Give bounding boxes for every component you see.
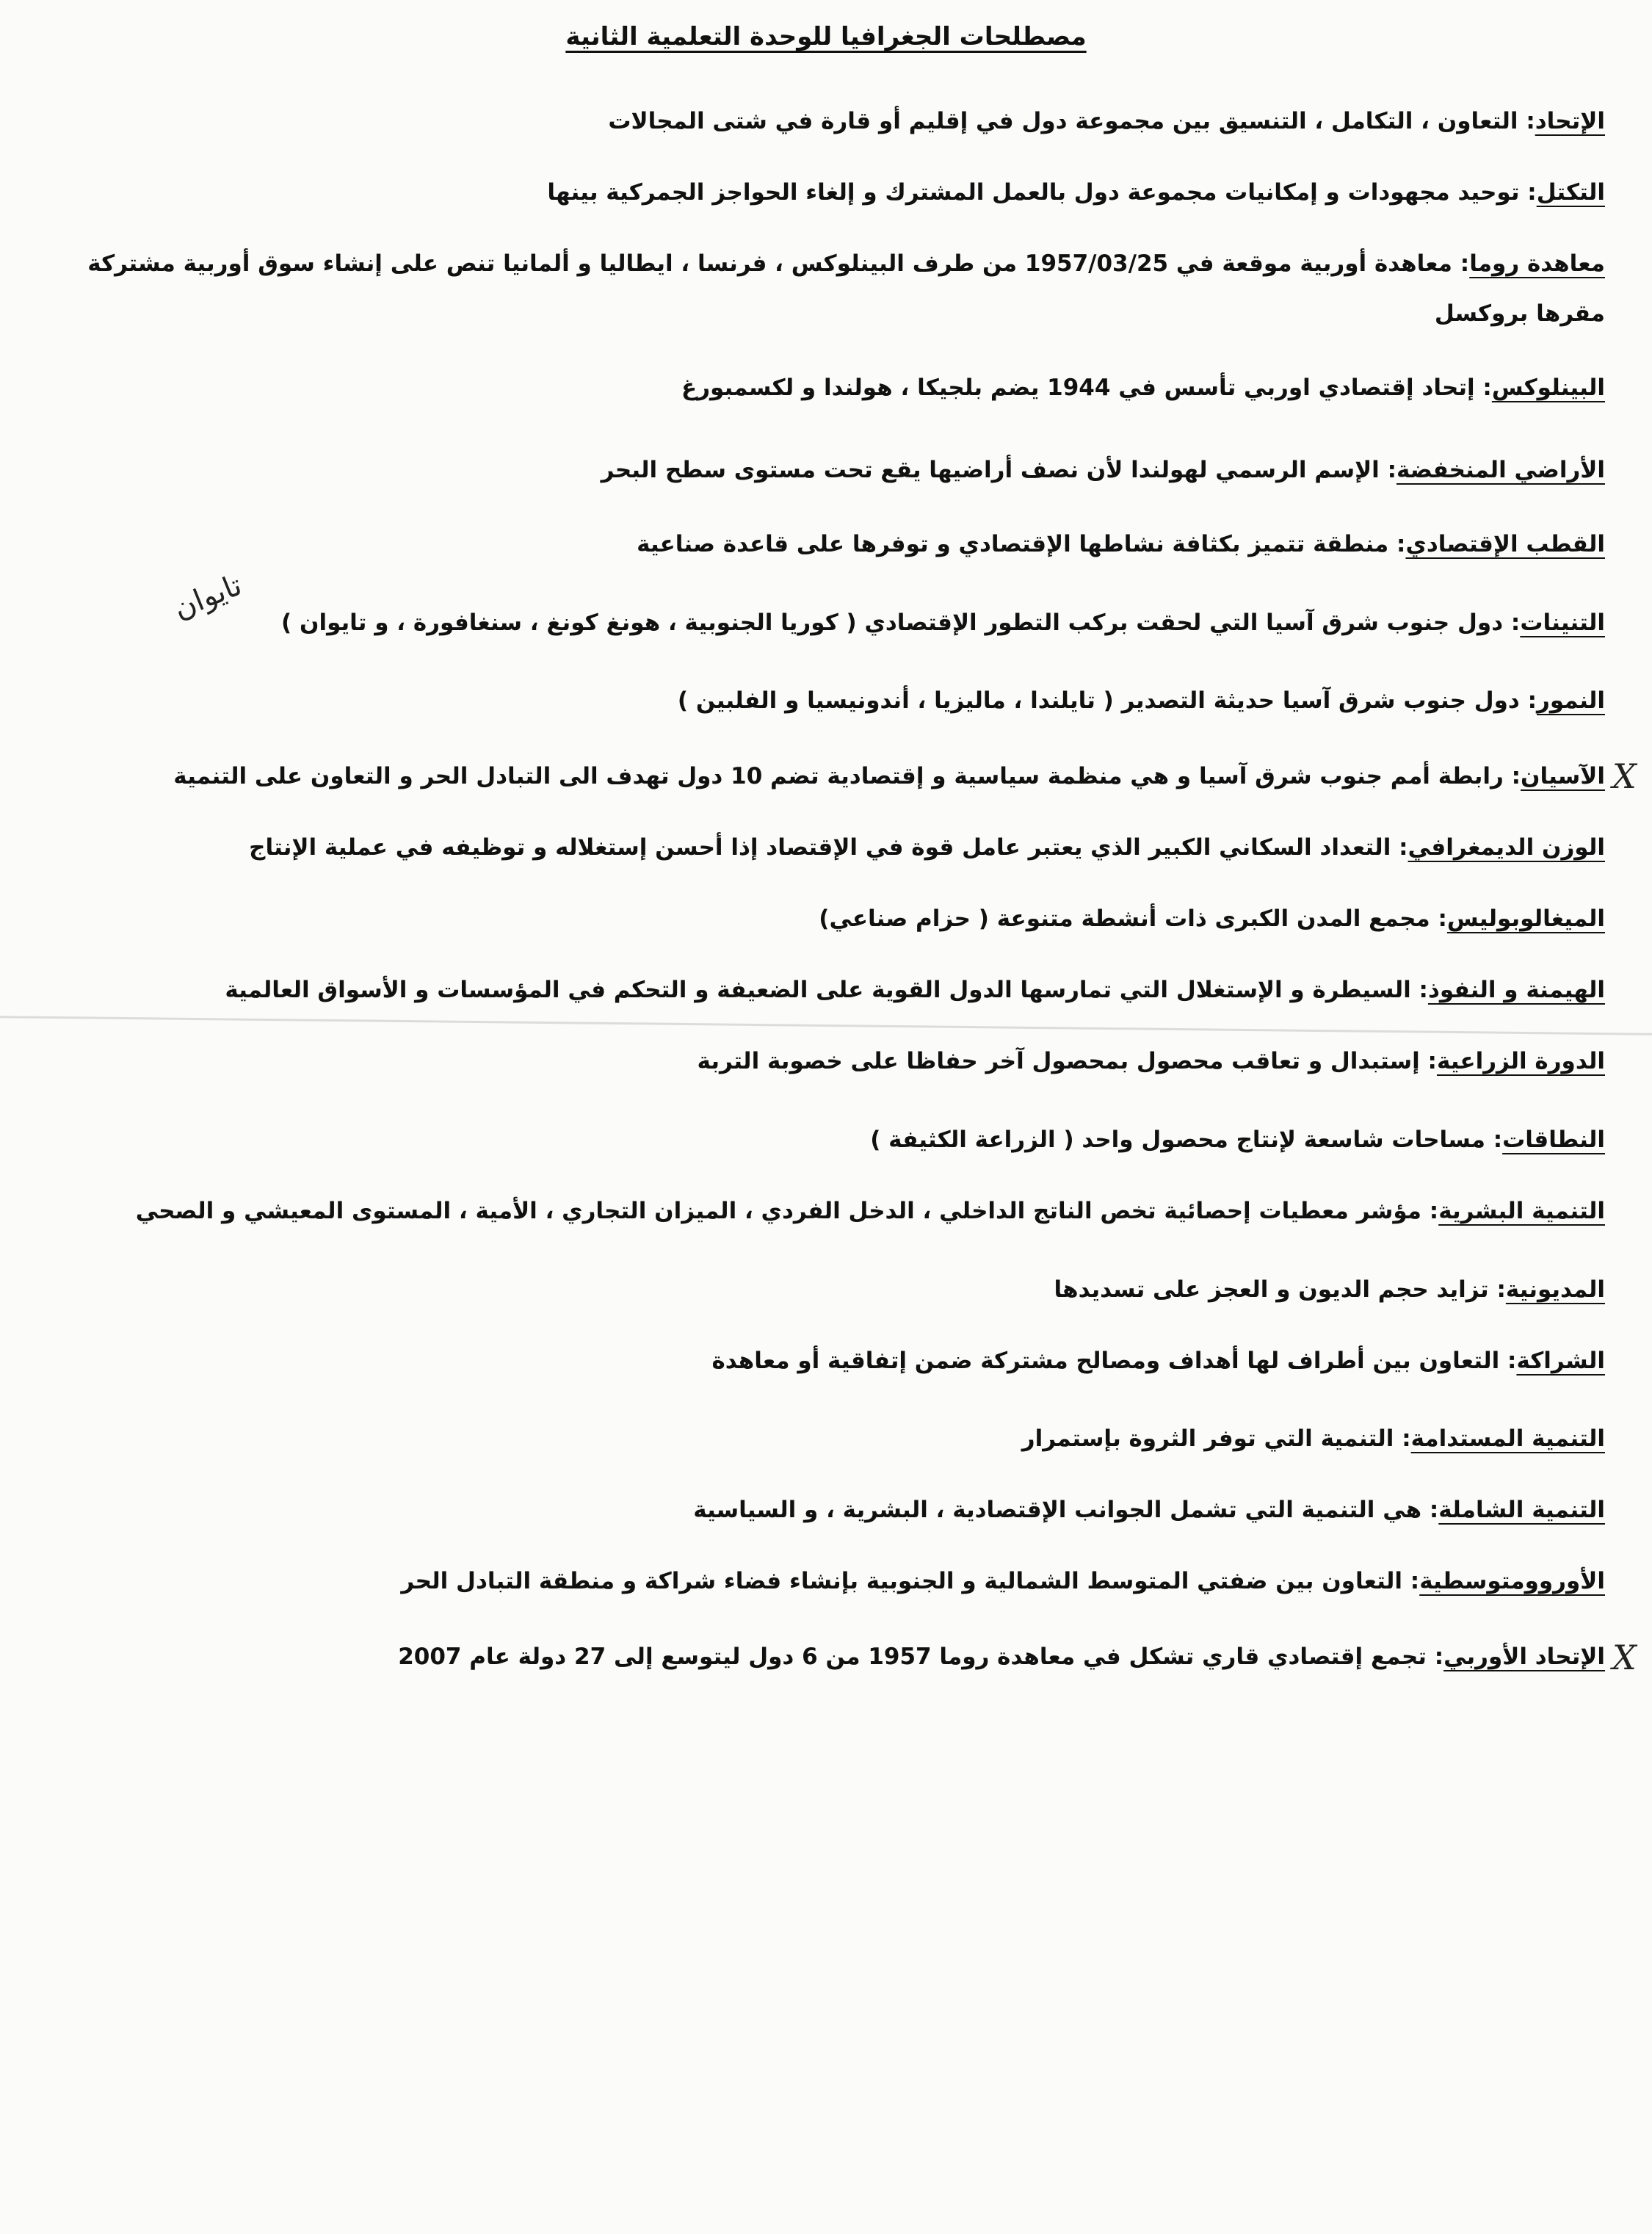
glossary-entry	[712, 1345, 1606, 1377]
glossary-entry	[608, 105, 1605, 137]
colon-separator: :	[1518, 108, 1535, 134]
entry-definition: تزايد حجم الديون و العجز على تسديدها	[1054, 1276, 1489, 1303]
entry-continuation: مقرها بروكسل	[1434, 300, 1605, 327]
entry-definition: التعاون ، التكامل ، التنسيق بين مجموعة دول في إقليم أو قارة في شتى المجالات	[608, 108, 1518, 134]
glossary-entry	[398, 1641, 1605, 1673]
colon-separator: :	[1421, 1497, 1439, 1523]
colon-separator: :	[1485, 1127, 1503, 1153]
entry-term: الآسيان	[1521, 763, 1605, 789]
entry-definition: مساحات شاسعة لإنتاج محصول واحد ( الزراعة الكثيفة )	[870, 1127, 1485, 1153]
glossary-entry	[401, 1565, 1605, 1597]
colon-separator: :	[1419, 1048, 1437, 1074]
glossary-entry	[225, 974, 1605, 1006]
entry-definition: التعداد السكاني الكبير الذي يعتبر عامل قوة في الإقتصاد إذا أحسن إستغلاله و توظيفه في عملية الإنتاج	[249, 834, 1391, 861]
entry-definition: الإسم الرسمي لهولندا لأن نصف أراضيها يقع تحت مستوى سطح البحر	[601, 457, 1380, 483]
title-text: مصطلحات الجغرافيا للوحدة التعلمية الثانية	[565, 22, 1087, 51]
entry-definition: هي التنمية التي تشمل الجوانب الإقتصادية ، البشرية ، و السياسية	[693, 1497, 1422, 1523]
glossary-entry	[819, 903, 1605, 935]
entry-term: معاهدة روما	[1469, 250, 1605, 277]
entry-definition: إتحاد إقتصادي اوربي تأسس في 1944 يضم بلجيكا ، هولندا و لكسمبورغ	[681, 375, 1475, 401]
colon-separator: :	[1410, 977, 1428, 1003]
entry-definition: السيطرة و الإستغلال التي تمارسها الدول القوية على الضعيفة و التحكم في المؤسسات و الأسواق العالمية	[225, 977, 1411, 1003]
glossary-entry	[637, 528, 1605, 560]
entry-term: البينلوكس	[1491, 375, 1605, 401]
entry-term: القطب الإقتصادي	[1405, 531, 1605, 557]
glossary-entry	[601, 454, 1605, 486]
entry-term: التنينات	[1520, 610, 1605, 636]
glossary-entry	[1054, 1273, 1605, 1306]
entry-term: التنمية الشاملة	[1438, 1497, 1605, 1523]
entry-definition: منطقة تتميز بكثافة نشاطها الإقتصادي و توفرها على قاعدة صناعية	[637, 531, 1389, 557]
entry-term: الأوروومتوسطية	[1419, 1568, 1605, 1594]
entry-term: التنمية البشرية	[1438, 1198, 1605, 1224]
colon-separator: :	[1394, 1425, 1411, 1452]
glossary-entry	[87, 247, 1605, 280]
entry-definition: التعاون بين أطراف لها أهداف ومصالح مشتركة ضمن إتفاقية أو معاهدة	[711, 1348, 1500, 1374]
entry-definition: دول جنوب شرق آسيا التي لحقت بركب التطور الإقتصادي ( كوريا الجنوبية ، هونغ كونغ ، سنغافورة ، و تايوان )	[281, 610, 1504, 636]
margin-mark-eu: X	[1612, 1638, 1637, 1677]
entry-definition: دول جنوب شرق آسيا حديثة التصدير ( تايلندا ، ماليزيا ، أندونيسيا و الفلبين )	[677, 687, 1520, 714]
entry-term: الشراكة	[1516, 1348, 1605, 1374]
colon-separator: :	[1519, 179, 1537, 206]
colon-separator: :	[1421, 1198, 1439, 1224]
glossary-entry	[136, 1195, 1605, 1227]
entry-term: الدورة الزراعية	[1436, 1048, 1605, 1074]
entry-definition: تجمع إقتصادي قاري تشكل في معاهدة روما 1957 من 6 دول ليتوسع إلى 27 دولة عام 2007	[398, 1644, 1427, 1670]
entry-term: الميغالوبوليس	[1446, 905, 1605, 932]
colon-separator: :	[1388, 531, 1406, 557]
entry-term: النطاقات	[1502, 1127, 1605, 1153]
entry-term: التنمية المستدامة	[1410, 1425, 1605, 1452]
entry-definition: إستبدال و تعاقب محصول بمحصول آخر حفاظا على خصوبة التربة	[697, 1048, 1420, 1074]
colon-separator: :	[1503, 610, 1521, 636]
colon-separator: :	[1379, 457, 1396, 483]
entry-term: الإتحاد	[1535, 108, 1605, 134]
glossary-entry	[547, 176, 1605, 209]
colon-separator: :	[1503, 763, 1521, 789]
glossary-entry	[281, 607, 1605, 639]
entry-definition: التنمية التي توفر الثروة بإستمرار	[1021, 1425, 1394, 1452]
colon-separator: :	[1430, 905, 1447, 932]
handwritten-note: تايوان	[168, 568, 247, 626]
entry-term: الهيمنة و النفوذ	[1427, 977, 1605, 1003]
entry-definition: مؤشر معطيات إحصائية تخص الناتج الداخلي ، الدخل الفردي ، الميزان التجاري ، الأمية ، المستوى المعيشي و الصحي	[135, 1198, 1421, 1224]
entry-term: الإتحاد الأوربي	[1443, 1644, 1605, 1670]
glossary-entry	[698, 1045, 1605, 1077]
colon-separator: :	[1474, 375, 1492, 401]
entry-term: الوزن الديمغرافي	[1408, 834, 1605, 861]
glossary-entry	[173, 760, 1605, 792]
entry-term: المديونية	[1505, 1276, 1605, 1303]
scan-crease	[0, 1016, 1652, 1035]
colon-separator: :	[1488, 1276, 1506, 1303]
glossary-entry	[678, 684, 1605, 717]
glossary-entry	[249, 831, 1605, 864]
entry-definition: توحيد مجهودات و إمكانيات مجموعة دول بالعمل المشترك و إلغاء الحواجز الجمركية بينها	[547, 179, 1520, 206]
entry-term: الأراضي المنخفضة	[1396, 457, 1605, 483]
colon-separator: :	[1402, 1568, 1420, 1594]
colon-separator: :	[1519, 687, 1537, 714]
entry-definition: معاهدة أوربية موقعة في 1957/03/25 من طرف البينلوكس ، فرنسا ، ايطاليا و ألمانيا تنص على إنشاء سوق أوربية مشتركة	[87, 250, 1453, 277]
glossary-entry	[693, 1494, 1605, 1526]
colon-separator: :	[1391, 834, 1408, 861]
entry-definition: رابطة أمم جنوب شرق آسيا و هي منظمة سياسية و إقتصادية تضم 10 دول تهدف الى التبادل الحر و التعاون على التنمية	[173, 763, 1504, 789]
entry-definition: مجمع المدن الكبرى ذات أنشطة متنوعة ( حزام صناعي)	[819, 905, 1430, 932]
margin-mark-asean: X	[1612, 756, 1637, 796]
document-title	[0, 22, 1652, 51]
entry-definition: التعاون بين ضفتي المتوسط الشمالية و الجنوبية بإنشاء فضاء شراكة و منطقة التبادل الحر	[401, 1568, 1402, 1594]
entry-term: النمور	[1537, 687, 1605, 714]
entry-term: التكتل	[1536, 179, 1605, 206]
glossary-entry	[870, 1124, 1605, 1156]
glossary-entry	[681, 372, 1605, 404]
colon-separator: :	[1426, 1644, 1444, 1670]
colon-separator: :	[1499, 1348, 1517, 1374]
colon-separator: :	[1452, 250, 1470, 277]
glossary-entry	[1022, 1423, 1605, 1455]
